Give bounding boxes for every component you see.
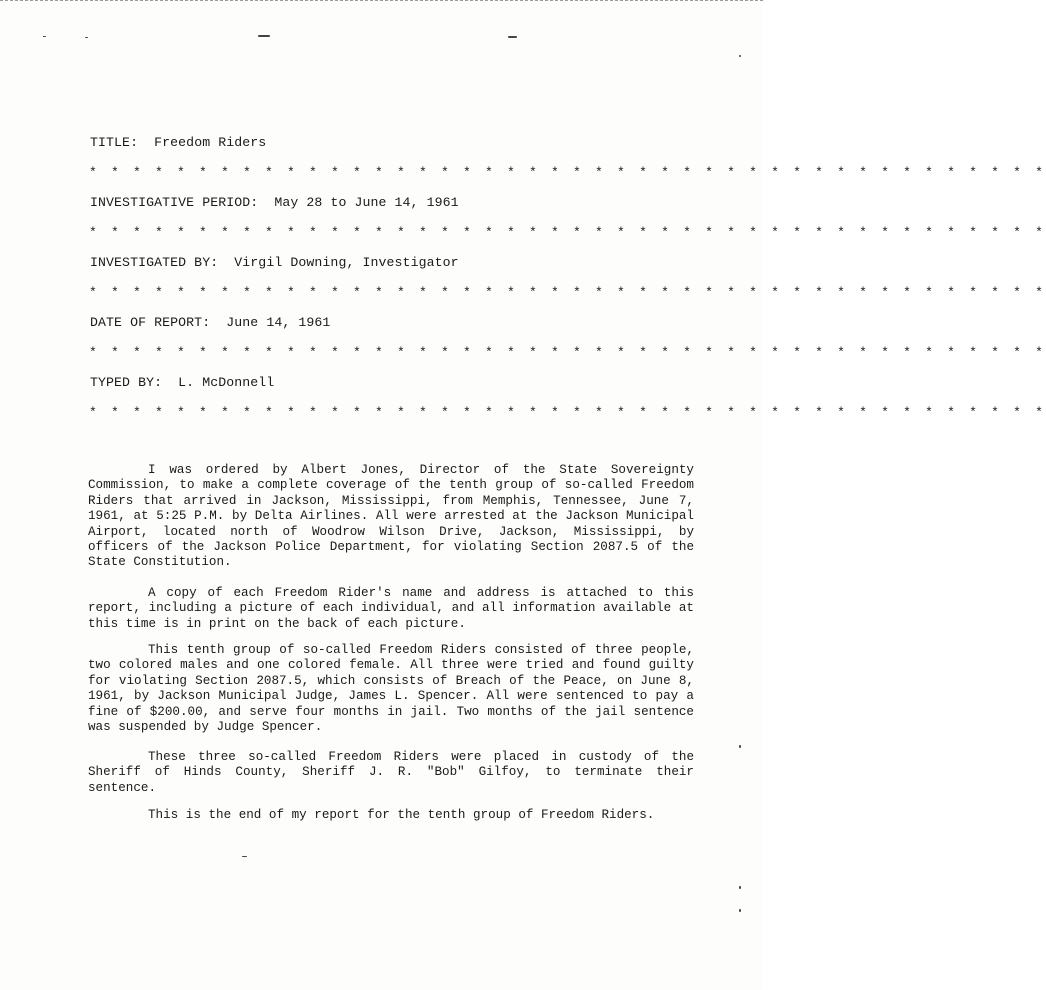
body-paragraph-5: This is the end of my report for the tenth group of Freedom Riders. xyxy=(148,808,655,822)
body-paragraph-4: These three so-called Freedom Riders were placed in custody of the Sheriff of Hinds County, Sheriff J. R. "Bob" Gilfoy, to terminate their sentence. xyxy=(88,750,694,795)
scan-speck xyxy=(739,886,741,889)
period-label: INVESTIGATIVE PERIOD: xyxy=(90,195,259,210)
scan-speck xyxy=(739,909,741,912)
typist-label: TYPED BY: xyxy=(90,375,163,390)
report-date-value: June 14, 1961 xyxy=(226,315,331,330)
separator-1: * * * * * * * * * * * * * * * * * * * * * * * * * * * * * * * * * * * * * * * * * * * * xyxy=(89,165,1046,180)
period-field xyxy=(90,195,459,210)
separator-4: * * * * * * * * * * * * * * * * * * * * * * * * * * * * * * * * * * * * * * * * * * * * xyxy=(89,345,1046,360)
scan-speck xyxy=(43,36,46,37)
investigator-value: Virgil Downing, Investigator xyxy=(234,255,459,270)
body-paragraph-2: A copy of each Freedom Rider's name and address is attached to this report, including a picture of each individual, and all information available at this time is in print on the back of each picture. xyxy=(88,586,694,631)
typist-value: L. McDonnell xyxy=(178,375,275,390)
investigator-field xyxy=(90,255,459,270)
separator-3: * * * * * * * * * * * * * * * * * * * * * * * * * * * * * * * * * * * * * * * * * * * * xyxy=(89,285,1046,300)
scan-speck xyxy=(739,745,741,748)
body-paragraph-3: This tenth group of so-called Freedom Riders consisted of three people, two colored males and one colored female. All three were tried and found guilty for violating Section 2087.5, which consists of Breach of the Peace, on June 8, 1961, by Jackson Municipal Judge, James L. Spencer. All were sentenced to pay a fine of $200.00, and serve four months in jail. Two months of the jail sentence was suspended by Judge Spencer. xyxy=(88,643,694,735)
report-date-label: DATE OF REPORT: xyxy=(90,315,211,330)
period-value: May 28 to June 14, 1961 xyxy=(274,195,459,210)
body-paragraph-1: I was ordered by Albert Jones, Director of the State Sovereignty Commission, to make a complete coverage of the tenth group of so-called Freedom Riders that arrived in Jackson, Mississippi, from Memphis, Tennessee, June 7, 1961, at 5:25 P.M. by Delta Airlines. All were arrested at the Jackson Municipal Airport, located north of Woodrow Wilson Drive, Jackson, Mississippi, by officers of the Jackson Police Department, for violating Section 2087.5 of the State Constitution. xyxy=(88,463,694,570)
scan-speck xyxy=(242,856,247,857)
scan-speck xyxy=(508,36,517,38)
report-date-field xyxy=(90,315,330,330)
separator-2: * * * * * * * * * * * * * * * * * * * * * * * * * * * * * * * * * * * * * * * * * * * * xyxy=(89,225,1046,240)
title-field xyxy=(90,135,266,150)
scan-top-edge xyxy=(0,0,763,6)
title-label: TITLE: xyxy=(90,135,139,150)
scan-speck xyxy=(739,55,741,57)
investigator-label: INVESTIGATED BY: xyxy=(90,255,219,270)
separator-5: * * * * * * * * * * * * * * * * * * * * * * * * * * * * * * * * * * * * * * * * * * * * xyxy=(89,405,1046,420)
typist-field xyxy=(90,375,274,390)
title-value: Freedom Riders xyxy=(154,135,267,150)
scan-speck xyxy=(258,35,270,37)
scan-speck xyxy=(85,37,88,38)
